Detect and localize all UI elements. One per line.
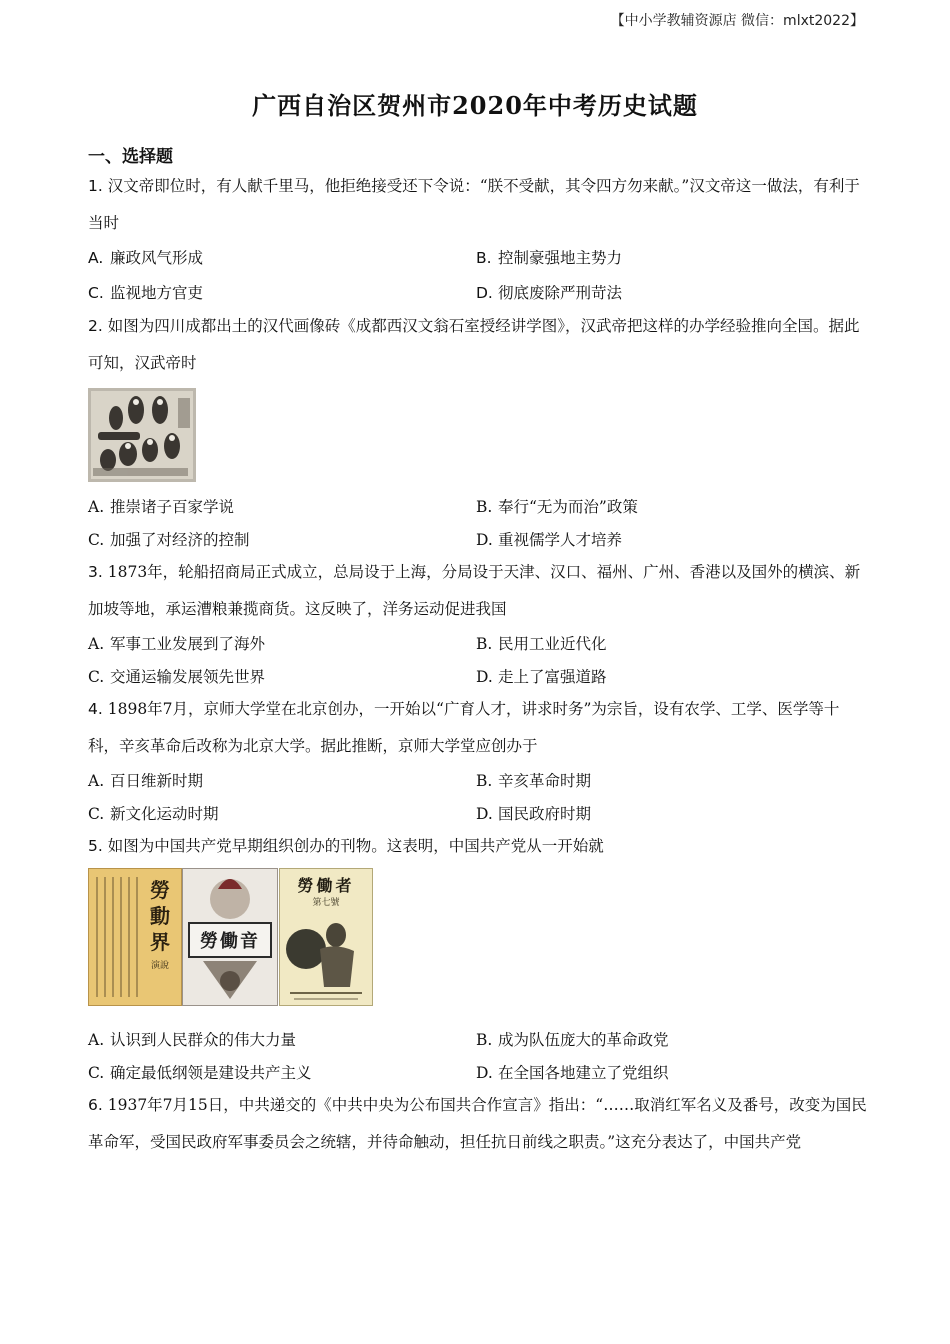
magazine-cover-laodongzhe: 勞働者 第七號	[279, 868, 373, 1006]
option-1a[interactable]: A. 廉政风气形成	[88, 249, 204, 267]
option-4c[interactable]: C. 新文化运动时期	[88, 805, 219, 823]
question-text: 1873年，轮船招商局正式成立，总局设于上海，分局设于天津、汉口、福州、广州、香港以及国外的横滨、新加坡等地，承运漕粮兼揽商货。这反映了，洋务运动促进我国	[88, 563, 861, 618]
question-number: 5.	[88, 837, 103, 855]
option-4d[interactable]: D. 国民政府时期	[476, 805, 592, 823]
option-3b[interactable]: B. 民用工业近代化	[476, 635, 607, 653]
section-heading: 一、选择题	[88, 147, 173, 167]
option-1c[interactable]: C. 监视地方官吏	[88, 284, 204, 302]
page-title: 广西自治区贺州市2020年中考历史试题	[252, 91, 698, 120]
question-1	[88, 168, 868, 242]
question-number: 6.	[88, 1096, 103, 1114]
question-text: 1898年7月，京师大学堂在北京创办，一开始以“广育人才，讲求时务”为宗旨，设有农学、工学、医学等十科，辛亥革命后改称为北京大学。据此推断，京师大学堂应创办于	[88, 700, 840, 755]
question-6	[88, 1087, 868, 1161]
question-number: 2.	[88, 317, 103, 335]
question-text: 汉文帝即位时，有人献千里马，他拒绝接受还下令说：“朕不受献，其令四方勿来献。”汉文帝这一做法，有利于当时	[88, 177, 860, 232]
header-note: 【中小学教辅资源店 微信：mlxt2022】	[610, 13, 864, 29]
question-4	[88, 691, 868, 765]
question-2	[88, 308, 868, 382]
option-2d[interactable]: D. 重视儒学人才培养	[476, 531, 623, 549]
option-5b[interactable]: B. 成为队伍庞大的革命政党	[476, 1031, 669, 1049]
question-text: 1937年7月15日，中共递交的《中共中央为公布国共合作宣言》指出：“……取消红军名义及番号，改变为国民革命军，受国民政府军事委员会之统辖，并待命触动，担任抗日前线之职责。”这充分表达了，中国共产党	[88, 1096, 867, 1151]
option-3d[interactable]: D. 走上了富强道路	[476, 668, 607, 686]
question-text: 如图为四川成都出土的汉代画像砖《成都西汉文翁石室授经讲学图》，汉武帝把这样的办学经验推向全国。据此可知，汉武帝时	[88, 317, 860, 372]
han-brick-relief-image	[88, 388, 196, 482]
option-4a[interactable]: A. 百日维新时期	[88, 772, 204, 790]
question-number: 3.	[88, 563, 103, 581]
option-5d[interactable]: D. 在全国各地建立了党组织	[476, 1064, 669, 1082]
option-1b[interactable]: B. 控制豪强地主势力	[476, 249, 623, 267]
option-3a[interactable]: A. 军事工业发展到了海外	[88, 635, 266, 653]
question-number: 4.	[88, 700, 103, 718]
option-5a[interactable]: A. 认识到人民群众的伟大力量	[88, 1031, 297, 1049]
question-3	[88, 554, 868, 628]
option-2a[interactable]: A. 推崇诸子百家学说	[88, 498, 235, 516]
option-2c[interactable]: C. 加强了对经济的控制	[88, 531, 250, 549]
option-3c[interactable]: C. 交通运输发展领先世界	[88, 668, 266, 686]
question-5	[88, 828, 868, 865]
option-2b[interactable]: B. 奉行“无为而治”政策	[476, 498, 638, 516]
option-4b[interactable]: B. 辛亥革命时期	[476, 772, 592, 790]
option-5c[interactable]: C. 确定最低纲领是建设共产主义	[88, 1064, 312, 1082]
option-1d[interactable]: D. 彻底废除严刑苛法	[476, 284, 623, 302]
magazine-cover-laodongyin: 勞働音	[182, 868, 278, 1006]
question-text: 如图为中国共产党早期组织创办的刊物。这表明，中国共产党从一开始就	[107, 837, 604, 855]
magazine-cover-laodongjie: 勞動界 演說	[88, 868, 182, 1006]
question-number: 1.	[88, 177, 103, 195]
